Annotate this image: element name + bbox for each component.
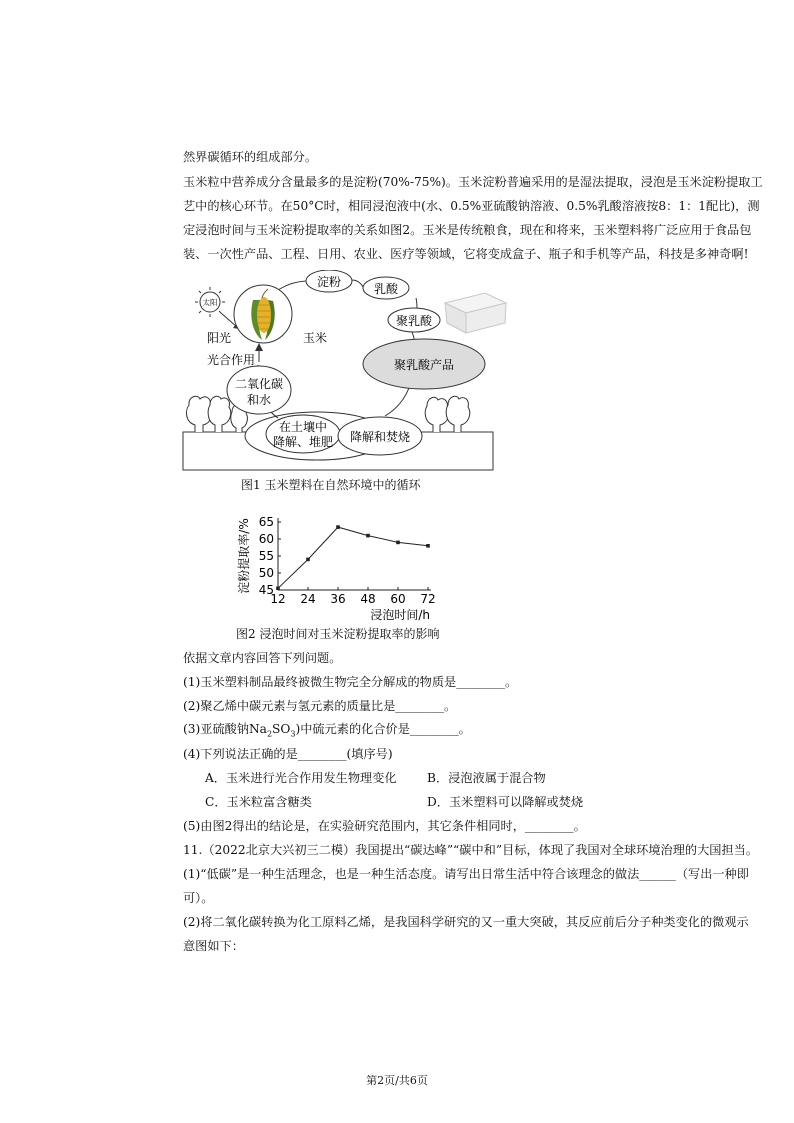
question-11-1-line1: (1)“低碳”是一种生活理念，也是一种生活态度。请写出日常生活中符合该理念的做法______（写出一种即 — [183, 867, 749, 881]
arc-pla-products — [412, 332, 414, 339]
question-11-1-line2: 可）。 — [183, 891, 214, 905]
question-3-prefix: (3)亚硫酸钠 — [183, 722, 250, 736]
data-point — [336, 525, 340, 529]
sunlight-label: 阳光 — [207, 331, 232, 345]
formula-na: Na — [249, 722, 267, 736]
paragraph-line: 艺中的核心环节。在50°C时，相同浸泡液中(水、0.5%亚硫酸钠溶液、0.5%乳酸溶液按8：1：1配比)，测 — [183, 199, 760, 213]
option-c: C．玉米粒富含糖类 — [205, 795, 312, 809]
starch-label: 淀粉 — [316, 275, 342, 289]
formula-so: SO — [272, 722, 291, 736]
paragraph-line: 定浸泡时间与玉米淀粉提取率的关系如图2。玉米是传统粮食，现在和将来，玉米塑料将广泛应用于食品包 — [183, 223, 752, 237]
arc-products-burn — [385, 385, 410, 416]
x-tick-label: 12 — [270, 592, 286, 606]
formula-sub-3: 3 — [290, 729, 296, 739]
co2-label-line1: 二氧化碳 — [234, 377, 284, 391]
question-3-suffix: )中硫元素的化合价是________。 — [295, 722, 471, 736]
question-11-2-line2: 意图如下： — [183, 939, 244, 953]
y-tick-label: 65 — [258, 515, 274, 529]
y-tick-label: 55 — [258, 549, 274, 563]
arc-lactic-pla — [416, 298, 417, 309]
data-point — [396, 541, 400, 545]
question-11: 11.（2022北京大兴初三二模）我国提出“碳达峰”“碳中和”目标，体现了我国对全球环境治理的大国担当。 — [183, 843, 759, 857]
x-tick-label: 60 — [390, 592, 406, 606]
question-11-2-line1: (2)将二氧化碳转换为化工原料乙烯，是我国科学研究的又一重大突破，其反应前后分子种类变化的微观示 — [183, 915, 749, 929]
series-line — [278, 527, 428, 588]
y-tick-label: 45 — [258, 583, 274, 597]
photosynthesis-label: 光合作用 — [207, 353, 256, 367]
x-tick-label: 36 — [330, 592, 346, 606]
question-4: (4)下列说法正确的是________(填序号) — [183, 747, 393, 761]
co2-label-line2: 和水 — [246, 393, 272, 407]
arc-starch-lactic — [352, 280, 363, 287]
soil-label-line2: 降解、堆肥 — [272, 435, 334, 449]
arrow-up-head — [255, 343, 263, 351]
page-footer: 第2页/共6页 — [366, 1074, 428, 1087]
data-point — [306, 558, 310, 562]
formula-sub-2: 2 — [266, 729, 273, 739]
foam-box-icon — [445, 293, 506, 333]
y-tick-label: 50 — [258, 566, 274, 580]
x-axis-label: 浸泡时间/h — [370, 608, 430, 622]
x-tick-label: 72 — [420, 592, 436, 606]
x-tick-label: 48 — [360, 592, 376, 606]
sun-label: 太阳 — [202, 298, 218, 307]
figure-1-cycle-diagram — [180, 270, 520, 475]
data-point — [366, 534, 370, 538]
trees-right — [425, 396, 470, 432]
figure-2-line-chart — [230, 508, 450, 623]
soil-label-line1: 在土壤中 — [278, 420, 328, 434]
paragraph-line: 然界碳循环的组成部分。 — [183, 150, 318, 164]
paragraph-line: 玉米粒中营养成分含量最多的是淀粉(70%-75%)。玉米淀粉普遍采用的是湿法提取，浸泡是玉米淀粉提取工 — [183, 175, 763, 189]
figure-1-caption: 图1 玉米塑料在自然环境中的循环 — [241, 478, 421, 492]
burn-label: 降解和焚烧 — [349, 430, 411, 444]
option-b: B．浸泡液属于混合物 — [427, 771, 546, 785]
y-axis-label: 淀粉提取率/% — [237, 518, 251, 594]
question-5: (5)由图2得出的结论是，在实验研究范围内，其它条件相同时，________。 — [183, 819, 586, 833]
option-d: D．玉米塑料可以降解或焚烧 — [427, 795, 584, 809]
corn-label: 玉米 — [303, 331, 328, 345]
data-point — [276, 587, 280, 591]
pla-label: 聚乳酸 — [395, 314, 433, 328]
question-1: (1)玉米塑料制品最终被微生物完全分解成的物质是________。 — [183, 675, 518, 689]
question-3 — [183, 721, 471, 742]
pla-products-label: 聚乳酸产品 — [393, 358, 455, 372]
x-tick-label: 24 — [300, 592, 316, 606]
questions-intro: 依据文章内容回答下列问题。 — [183, 651, 342, 665]
y-tick-label: 60 — [258, 532, 274, 546]
option-a: A．玉米进行光合作用发生物理变化 — [205, 771, 397, 785]
figure-2-caption: 图2 浸泡时间对玉米淀粉提取率的影响 — [236, 627, 440, 641]
lactic-acid-label: 乳酸 — [373, 282, 399, 296]
data-point — [426, 544, 430, 548]
paragraph-line: 装、一次性产品、工程、日用、农业、医疗等领域，它将变成盒子、瓶子和手机等产品，科技是多神奇啊! — [183, 247, 749, 261]
question-2: (2)聚乙烯中碳元素与氢元素的质量比是________。 — [183, 699, 457, 713]
